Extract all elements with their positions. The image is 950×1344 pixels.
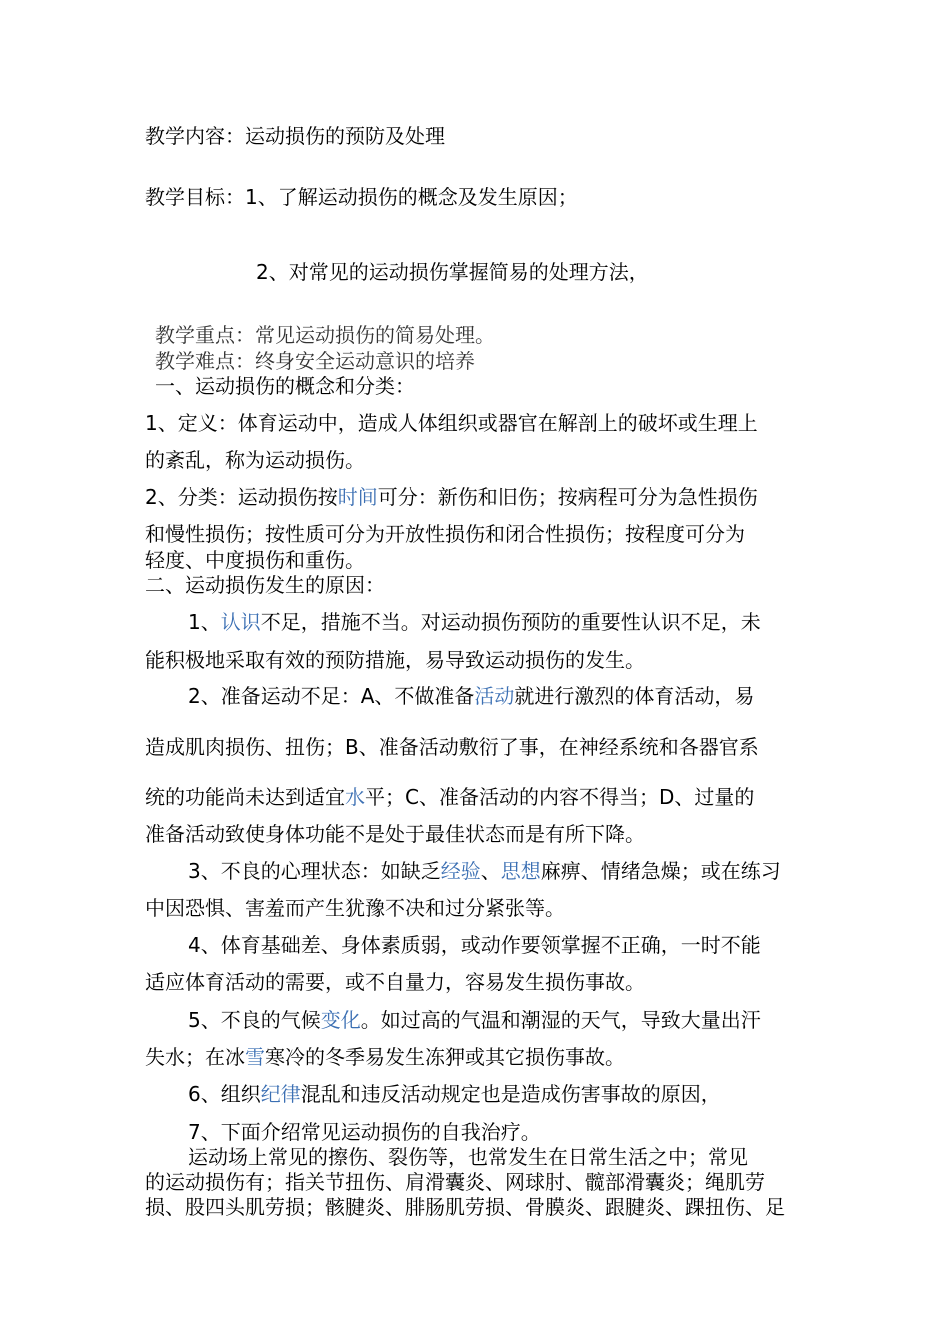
link-change[interactable]: 变化 (320, 1008, 361, 1032)
cause-1-line-2: 能积极地采取有效的预防措施，易导致运动损伤的发生。 (145, 648, 645, 672)
cause-4-line-1: 4、体育基础差、身体素质弱，或动作要领掌握不正确，一时不能 (188, 933, 761, 957)
section1-heading: 一、运动损伤的概念和分类： (155, 374, 415, 398)
text: 混乱和违反活动规定也是造成伤害事故的原因， (300, 1082, 721, 1106)
link-water[interactable]: 水 (345, 785, 365, 809)
paragraph-line-1: 运动场上常见的擦伤、裂伤等，也常发生在日常生活之中；常见 (188, 1145, 748, 1169)
link-snow[interactable]: 雪 (245, 1045, 265, 1069)
cause-2-line-2: 造成肌肉损伤、扭伤；B、准备活动敷衍了事，在神经系统和各器官系 (145, 735, 759, 759)
cause-2-line-1 (188, 686, 754, 706)
cause-2-line-4: 准备活动致使身体功能不是处于最佳状态而是有所下降。 (145, 822, 645, 846)
teaching-content: 教学内容：运动损伤的预防及处理 (145, 124, 445, 148)
cause-2-line-3 (145, 787, 754, 807)
text: 寒冷的冬季易发生冻狎或其它损伤事故。 (265, 1045, 625, 1069)
link-thought[interactable]: 思想 (500, 859, 541, 883)
text: 3、不良的心理状态：如缺乏 (188, 859, 441, 883)
classification-line-1 (145, 487, 758, 507)
cause-1-line-1 (188, 612, 761, 632)
text: 就进行激烈的体育活动，易 (514, 684, 755, 708)
text: 失水；在冰 (145, 1045, 245, 1069)
paragraph-line-3: 损、股四头肌劳损；骸腱炎、腓肠肌劳损、骨膜炎、跟腱炎、踝扭伤、足 (145, 1195, 785, 1219)
classification-line-3: 轻度、中度损伤和重伤。 (145, 548, 365, 572)
text: 麻痹、情绪急燥；或在练习 (540, 859, 781, 883)
link-awareness[interactable]: 认识 (220, 610, 261, 634)
text: 不足，措施不当。对运动损伤预防的重要性认识不足，未 (260, 610, 761, 634)
link-discipline[interactable]: 纪律 (260, 1082, 301, 1106)
cause-3-line-1 (188, 861, 781, 881)
teaching-goal-1: 教学目标：1、了解运动损伤的概念及发生原因； (145, 185, 578, 209)
definition-line-2: 的紊乱，称为运动损伤。 (145, 448, 365, 472)
text: 。如过高的气温和潮湿的天气，导致大量出汗 (360, 1008, 761, 1032)
text: 2、分类：运动损伤按 (145, 485, 338, 509)
cause-4-line-2: 适应体育活动的需要，或不自量力，容易发生损伤事故。 (145, 970, 645, 994)
cause-3-line-2: 中因恐惧、害羞而产生犹豫不决和过分紧张等。 (145, 896, 565, 920)
link-activity[interactable]: 活动 (474, 684, 515, 708)
text: 5、不良的气候 (188, 1008, 321, 1032)
teaching-difficulty: 教学难点：终身安全运动意识的培养 (155, 349, 475, 373)
text: 、 (480, 859, 501, 883)
teaching-key-point: 教学重点：常见运动损伤的简易处理。 (155, 323, 495, 347)
classification-line-2: 和慢性损伤；按性质可分为开放性损伤和闭合性损伤；按程度可分为 (145, 522, 745, 546)
cause-5-line-1 (188, 1010, 761, 1030)
item-7: 7、下面介绍常见运动损伤的自我治疗。 (188, 1120, 541, 1144)
text: 6、组织 (188, 1082, 261, 1106)
text: 1、 (188, 610, 221, 634)
text: 可分：新伤和旧伤；按病程可分为急性损伤 (377, 485, 758, 509)
section2-heading: 二、运动损伤发生的原因： (145, 573, 385, 597)
teaching-goal-2: 2、对常见的运动损伤掌握简易的处理方法， (256, 260, 649, 284)
link-time[interactable]: 时间 (337, 485, 378, 509)
definition-line-1: 1、定义：体育运动中，造成人体组织或器官在解剖上的破坏或生理上 (145, 411, 758, 435)
text: 2、准备运动不足：A、不做准备 (188, 684, 475, 708)
cause-5-line-2 (145, 1047, 625, 1067)
link-experience[interactable]: 经验 (440, 859, 481, 883)
text: 平；C、准备活动的内容不得当；D、过量的 (365, 785, 755, 809)
paragraph-line-2: 的运动损伤有；指关节扭伤、肩滑囊炎、网球肘、髋部滑囊炎；绳肌劳 (145, 1170, 765, 1194)
text: 统的功能尚未达到适宜 (145, 785, 345, 809)
cause-6-line-1 (188, 1084, 721, 1104)
